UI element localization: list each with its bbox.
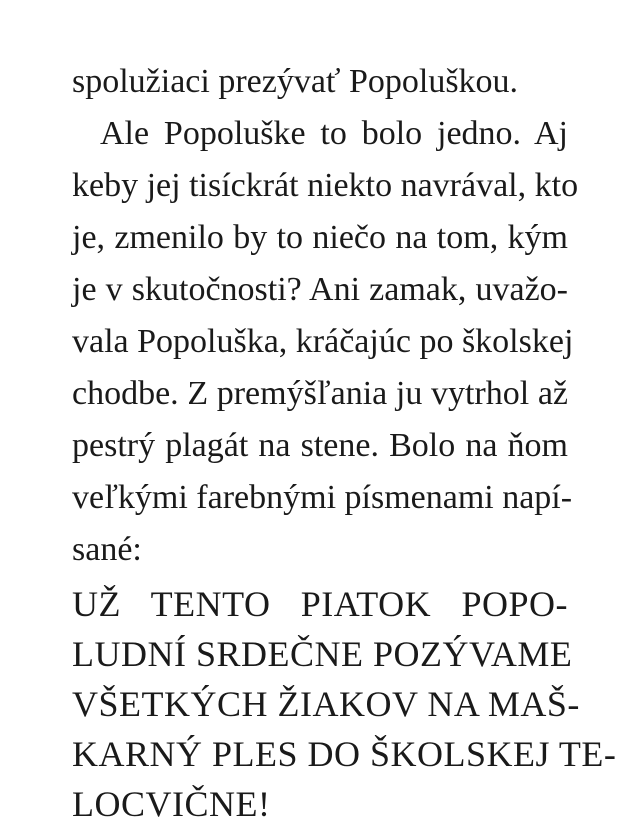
- poster-text-line: VŠETKÝCH ŽIAKOV NA MAŠ-: [72, 684, 580, 724]
- paragraph-line: vala Popoluška, kráčajúc po školskej: [72, 323, 574, 360]
- paragraph-line: sané:: [72, 531, 142, 568]
- poster-text-line: LUDNÍ SRDEČNE POZÝVAME: [72, 634, 573, 674]
- paragraph-line: veľkými farebnými písmenami napí-: [72, 479, 573, 516]
- paragraph-line: je, zmenilo by to niečo na tom, kým: [72, 219, 568, 256]
- paragraph-line: Ale Popoluške to bolo jedno. Aj: [100, 115, 568, 152]
- paragraph-line: chodbe. Z premýšľania ju vytrhol až: [72, 375, 568, 412]
- paragraph-line: keby jej tisíckrát niekto navrával, kto: [72, 167, 579, 204]
- paragraph-line: je v skutočnosti? Ani zamak, uvažo-: [72, 271, 568, 308]
- paragraph-line: spolužiaci prezývať Popoluškou.: [72, 63, 519, 100]
- poster-text-line: LOCVIČNE!: [72, 784, 271, 824]
- paragraph-line: pestrý plagát na stene. Bolo na ňom: [72, 427, 568, 464]
- poster-text-line: UŽ TENTO PIATOK POPO-: [72, 584, 568, 624]
- poster-text-line: KARNÝ PLES DO ŠKOLSKEJ TE-: [72, 734, 617, 774]
